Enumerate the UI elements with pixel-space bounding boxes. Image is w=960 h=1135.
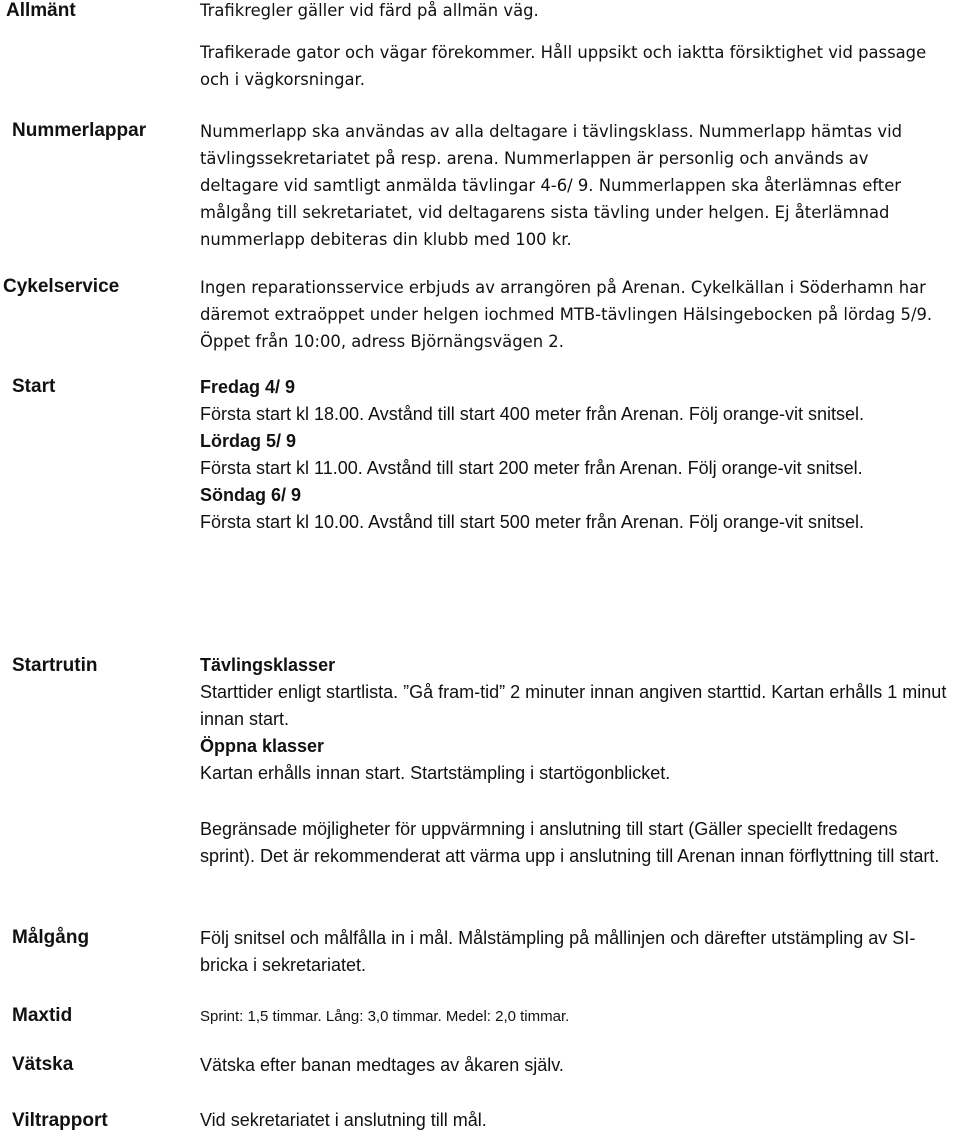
label-maxtid: Maxtid (12, 1005, 73, 1026)
start-day-text: Första start kl 18.00. Avstånd till start 400 meter från Arenan. Följ orange-vit snitsel. (200, 404, 864, 424)
vatska-paragraph: Vätska efter banan medtages av åkaren själv. (200, 1055, 564, 1075)
start-day-text: Första start kl 10.00. Avstånd till start 500 meter från Arenan. Följ orange-vit snitsel. (200, 512, 864, 532)
cykelservice-paragraph: Ingen reparationsservice erbjuds av arrangören på Arenan. Cykelkällan i Söderhamn har däremot extraöppet under helgen iochmed MTB-tävlingen Hälsingebocken på lördag 5/9. Öppet från 10:00, adress Björnängsvägen 2. (200, 278, 933, 351)
viltrapport-paragraph: Vid sekretariatet i anslutning till mål. (200, 1110, 487, 1130)
startrutin-heading-oppna-klasser: Öppna klasser (200, 736, 325, 756)
allmant-paragraph-1: Trafikregler gäller vid färd på allmän väg. (200, 1, 539, 20)
startrutin-paragraph-1: Starttider enligt startlista. ”Gå fram-tid” 2 minuter innan angiven starttid. Kartan erhålls 1 minut innan start. (200, 682, 947, 729)
section-cykelservice (200, 274, 952, 355)
section-vatska (200, 1052, 952, 1079)
nummerlappar-paragraph: Nummerlapp ska användas av alla deltagare i tävlingsklass. Nummerlapp hämtas vid tävlingssekretariatet på resp. arena. Nummerlappen är personlig och används av deltagare vid samtligt anmälda tävlingar 4-6/ 9. Nummerlappen ska återlämnas efter målgång till sekretariatet, vid deltagarens sista tävling under helgen. Ej återlämnad nummerlapp debiteras din klubb med 100 kr. (200, 122, 903, 249)
startrutin-paragraph-3: Begränsade möjligheter för uppvärmning i anslutning till start (Gäller speciellt fredagens sprint). Det är rekommenderat att värma upp i anslutning till Arenan innan förflyttning till start. (200, 819, 940, 866)
start-day-heading: Lördag 5/ 9 (200, 431, 297, 451)
section-start (200, 374, 952, 536)
start-day-heading: Fredag 4/ 9 (200, 377, 296, 397)
label-cykelservice: Cykelservice (3, 276, 120, 297)
maxtid-paragraph: Sprint: 1,5 timmar. Lång: 3,0 timmar. Medel: 2,0 timmar. (200, 1008, 570, 1025)
section-nummerlappar (200, 118, 952, 253)
section-startrutin (200, 652, 952, 870)
malgang-paragraph: Följ snitsel och målfålla in i mål. Målstämpling på mållinjen och därefter utstämpling av SI-bricka i sekretariatet. (200, 928, 916, 975)
start-day-text: Första start kl 11.00. Avstånd till start 200 meter från Arenan. Följ orange-vit snitsel. (200, 458, 863, 478)
allmant-paragraph-2: Trafikerade gator och vägar förekommer. Håll uppsikt och iaktta försiktighet vid passage och i vägkorsningar. (200, 43, 927, 89)
label-vatska: Vätska (12, 1054, 74, 1075)
startrutin-heading-tavlingsklasser: Tävlingsklasser (200, 655, 336, 675)
label-start: Start (12, 376, 56, 397)
section-viltrapport (200, 1107, 952, 1134)
section-maxtid (200, 1007, 952, 1027)
label-startrutin: Startrutin (12, 655, 98, 676)
label-allmant: Allmänt (6, 0, 76, 21)
startrutin-paragraph-2: Kartan erhålls innan start. Startstämpling i startögonblicket. (200, 763, 671, 783)
section-allmant (200, 0, 952, 93)
label-viltrapport: Viltrapport (12, 1110, 108, 1131)
start-day-heading: Söndag 6/ 9 (200, 485, 302, 505)
label-nummerlappar: Nummerlappar (12, 120, 147, 141)
label-malgang: Målgång (12, 927, 90, 948)
section-malgang (200, 925, 952, 979)
